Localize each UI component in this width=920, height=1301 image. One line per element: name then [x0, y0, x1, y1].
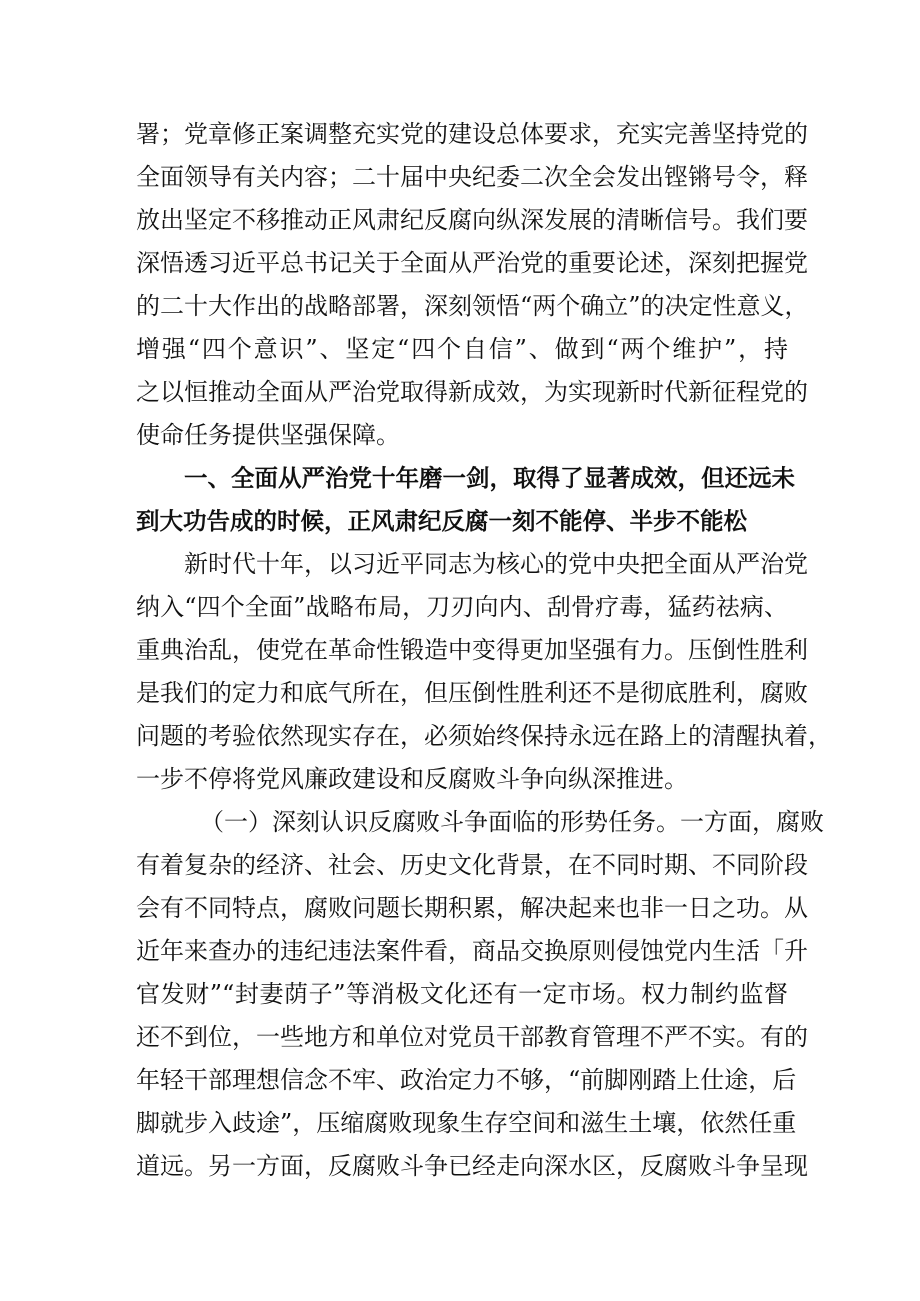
- text-line: 有着复杂的经济、社会、历史文化背景，在不同时期、不同阶段: [136, 851, 808, 879]
- text-line: 脚就步入歧途”，压缩腐败现象生存空间和滋生土壤，依然任重: [136, 1109, 797, 1137]
- text-line: 是我们的定力和底气所在，但压倒性胜利还不是彻底胜利，腐败: [136, 679, 808, 707]
- text-line: 之以恒推动全面从严治党取得新成效，为实现新时代新征程党的: [136, 378, 808, 406]
- text-line: 官发财”“封妻荫子”等消极文化还有一定市场。权力制约监督: [136, 980, 788, 1008]
- text-line: 道远。另一方面，反腐败斗争已经走向深水区，反腐败斗争呈现: [136, 1152, 808, 1180]
- text-line: 会有不同特点，腐败问题长期积累，解决起来也非一日之功。从: [136, 894, 808, 922]
- text-line: 新时代十年，以习近平同志为核心的党中央把全面从严治党: [184, 550, 808, 578]
- text-line: 全面领导有关内容；二十届中央纪委二次全会发出铿锵号令，释: [136, 163, 808, 191]
- subsection-line: （一）深刻认识反腐败斗争面临的形势任务。一方面，腐败: [200, 808, 824, 836]
- text-line: 一步不停将党风廉政建设和反腐败斗争向纵深推进。: [136, 765, 688, 793]
- text-line: 的二十大作出的战略部署，深刻领悟“两个确立”的决定性意义，: [136, 292, 809, 320]
- text-line: 还不到位，一些地方和单位对党员干部教育管理不严不实。有的: [136, 1023, 808, 1051]
- text-line: 增强“四个意识”、坚定“四个自信”、做到“两个维护”，持: [136, 335, 788, 363]
- text-line: 重典治乱，使党在革命性锻造中变得更加坚强有力。压倒性胜利: [136, 636, 808, 664]
- text-line: 署；党章修正案调整充实党的建设总体要求，充实完善坚持党的: [136, 120, 808, 148]
- text-line: 年轻干部理想信念不牢、政治定力不够，“前脚刚踏上仕途，后: [136, 1066, 797, 1094]
- text-line: 纳入“四个全面”战略布局，刀刃向内、刮骨疗毒，猛药祛病、: [136, 593, 788, 621]
- text-line: 深悟透习近平总书记关于全面从严治党的重要论述，深刻把握党: [136, 249, 808, 277]
- section-heading: 一、全面从严治党十年磨一剑，取得了显著成效，但还远未: [184, 464, 795, 492]
- text-line: 放出坚定不移推动正风肃纪反腐向纵深发展的清晰信号。我们要: [136, 206, 808, 234]
- section-heading: 到大功告成的时候，正风肃纪反腐一刻不能停、半步不能松: [136, 507, 747, 535]
- text-line: 问题的考验依然现实存在，必须始终保持永远在路上的清醒执着，: [136, 722, 832, 750]
- document-page: [136, 113, 832, 1188]
- text-line: 使命任务提供坚强保障。: [136, 421, 400, 449]
- text-line: 近年来查办的违纪违法案件看，商品交换原则侵蚀党内生活「升: [136, 937, 808, 965]
